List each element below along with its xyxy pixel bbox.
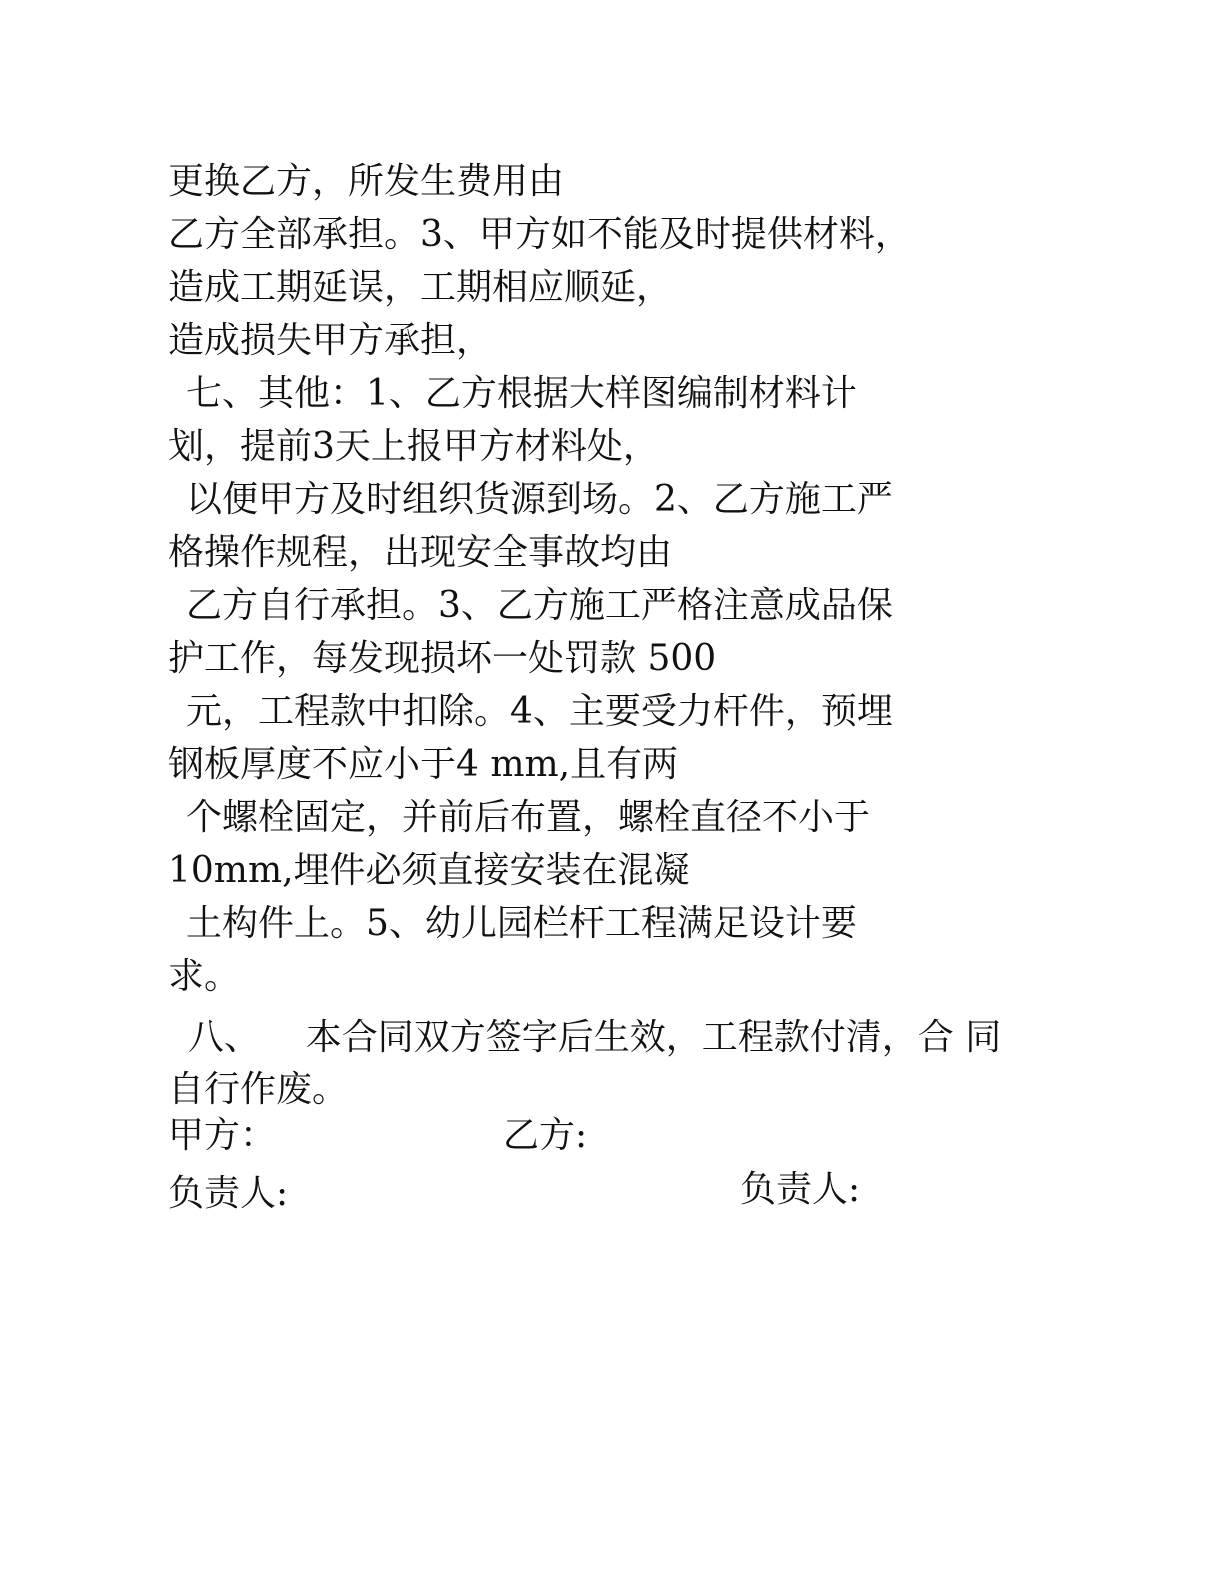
- text-line-7: 以便甲方及时组织货源到场。2、乙方施工严: [186, 479, 893, 520]
- text-line-4: 造成损失甲方承担，: [168, 320, 493, 361]
- party-a-label: 甲方：: [168, 1115, 277, 1156]
- text-line-11: 元，工程款中扣除。4、主要受力杆件，预埋: [186, 691, 893, 732]
- text-line-13: 个螺栓固定，并前后布置，螺栓直径不小于: [186, 797, 871, 838]
- text-line-12: 钢板厚度不应小于4 mm,且有两: [168, 744, 679, 785]
- text-line-10: 护工作，每发现损坏一处罚款 500: [168, 638, 717, 679]
- text-line-8: 格操作规程，出现安全事故均由: [168, 532, 673, 573]
- text-line-6: 划，提前3天上报甲方材料处，: [168, 426, 659, 467]
- party-b-label: 乙方:: [503, 1115, 588, 1156]
- text-line-18: 自行作废。: [168, 1069, 349, 1110]
- text-line-17: 八、 本合同双方签字后生效，工程款付清，合 同: [188, 1017, 1002, 1058]
- text-line-1: 更换乙方，所发生费用由: [168, 161, 565, 202]
- text-line-9: 乙方自行承担。3、乙方施工严格注意成品保: [186, 585, 893, 626]
- party-b-person-label: 负责人:: [740, 1169, 861, 1210]
- text-line-3: 造成工期延误，工期相应顺延，: [168, 267, 673, 308]
- party-a-person-label: 负责人:: [168, 1173, 289, 1214]
- text-line-2: 乙方全部承担。3、甲方如不能及时提供材料，: [168, 214, 911, 255]
- text-line-5: 七、其他：1、乙方根据大样图编制材料计: [186, 373, 857, 414]
- text-line-16: 求。: [168, 956, 241, 997]
- text-line-14: 10mm,埋件必须直接安装在混凝: [168, 850, 690, 891]
- text-line-15: 土构件上。5、幼儿园栏杆工程满足设计要: [186, 903, 857, 944]
